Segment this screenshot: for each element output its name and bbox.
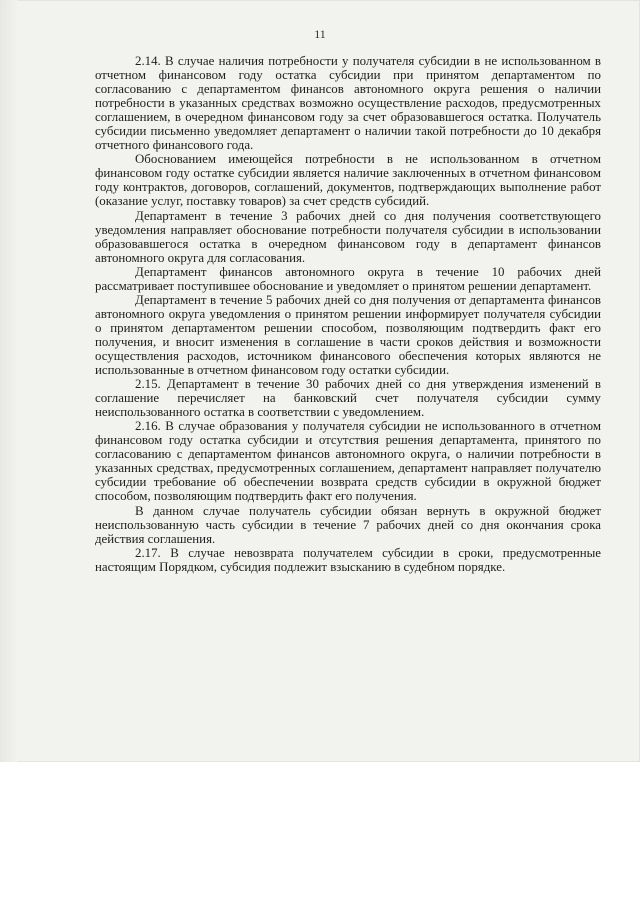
paragraph-2-15: 2.15. Департамент в течение 30 рабочих дней со дня утверждения изменений в соглашение перечисляет на банковский счет получателя субсидии сумму неиспользованного остатка в соответствии с уведомлением. [95,377,601,420]
paragraph-2-17: 2.17. В случае невозврата получателем субсидии в сроки, предусмотренные настоящим Порядком, субсидия подлежит взысканию в судебном порядке. [95,545,601,574]
paragraph-finance-10-days: Департамент финансов автономного округа в течение 10 рабочих дней рассматривает поступившее обоснование и уведомляет о принятом решении департамент. [95,264,601,293]
paragraph-department-5-days: Департамент в течение 5 рабочих дней со дня получения от департамента финансов автономного округа уведомления о принятом решении информирует получателя субсидии о принятом департаментом решении способом, позволяющим подтвердить факт его получения, и вносит изменения в соглашение в части сроков действия и возможности осуществления расходов, источником финансового обеспечения которых являются не использованные в отчетном финансовом году остатки субсидии. [95,292,601,378]
paragraph-department-3-days: Департамент в течение 3 рабочих дней со дня получения соответствующего уведомления направляет обоснование потребности получателя субсидии в использовании образовавшегося остатка в очередном финансовом году в департамент финансов автономного округа для согласования. [95,208,601,265]
paragraph-return-7-days: В данном случае получатель субсидии обязан вернуть в окружной бюджет неиспользованную часть субсидии в течение 7 рабочих дней со дня окончания срока действия соглашения. [95,503,601,546]
paragraph-justification: Обоснованием имеющейся потребности в не использованном в отчетном финансовом году остатке субсидии является наличие заключенных в отчетном финансовом году контрактов, договоров, соглашений, документов, подтверждающих выполнение работ (оказание услуг, поставку товаров) за счет средств субсидий. [95,152,601,209]
paragraph-2-14: 2.14. В случае наличия потребности у получателя субсидии в не использованном в отчетном финансовом году остатка субсидии при принятом департаментом по согласованию с департаментом финансов автономного округа решения о наличии потребности в указанных средствах возможно осуществление расходов, предусмотренных соглашением, в очередном финансовом году за счет образовавшегося остатка. Получатель субсидии письменно уведомляет департамент о наличии такой потребности до 10 декабря отчетного финансового года. [95,54,601,153]
paragraph-2-16: 2.16. В случае образования у получателя субсидии не использованного в отчетном финансовом году остатка субсидии и отсутствия решения департамента, принятого по согласованию с департаментом финансов автономного округа, о наличии потребности в указанных средствах, предусмотренных соглашением, департамент направляет получателю субсидии требование об обеспечении возврата средств субсидии в окружной бюджет способом, позволяющим подтвердить факт его получения. [95,419,601,504]
page-number: 11 [314,27,326,41]
document-body [95,54,601,574]
